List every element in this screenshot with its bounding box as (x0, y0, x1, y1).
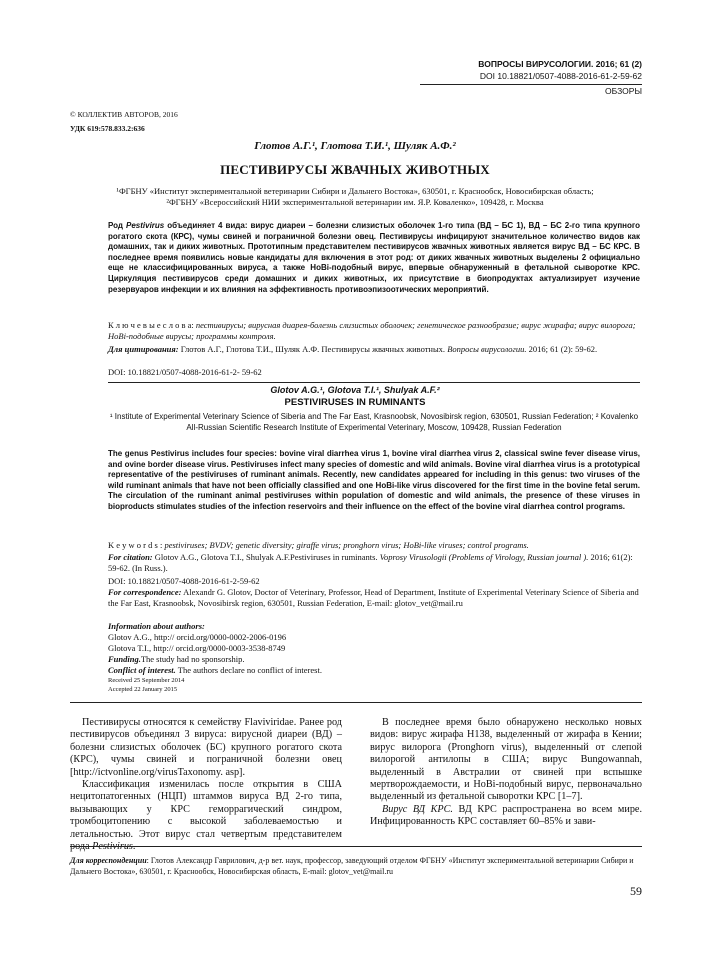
affiliation-1: ¹ФГБНУ «Институт экспериментальной ветеринарии Сибири и Дальнего Востока», 630501, г. Краснообск, Новосибирская область; (116, 186, 594, 196)
genus-name: Pestivirus (126, 221, 165, 230)
funding (108, 654, 640, 665)
author-info-2: Glotova T.I., http:// orcid.org/0000-0003-3538-8749 (108, 643, 286, 653)
body-text: . (132, 841, 136, 853)
funding-label: Funding. (108, 654, 141, 664)
body-paragraph (70, 779, 342, 853)
affiliation-2: ²ФГБНУ «Всероссийский НИИ экспериментальной ветеринарии им. Я.Р. Коваленко», 109428, г. Москва (166, 197, 544, 207)
author-info-1: Glotov A.G., http:// orcid.org/0000-0002-2006-0196 (108, 632, 287, 642)
doi-en: DOI: 10.18821/0507-4088-2016-61-2-59-62 (108, 576, 260, 586)
body-paragraph: Пестивирусы относятся к семейству Flaviviridae. Ранее род пестивирусов объединял 3 вируса: вирусной диареи (ВД) – болезни слизистых оболочек (БС) крупного рогатого скота (КРС), чумы свиней и пограничной болезни овец [http://ictvonline.org/virusTaxonomy. asp]. (70, 717, 342, 778)
affiliations-ru (70, 186, 640, 208)
section-label: ОБЗОРЫ (605, 86, 642, 96)
conflict (108, 665, 640, 676)
footnote (70, 855, 640, 877)
abstract-ru (108, 221, 640, 295)
citation-ru (108, 344, 640, 355)
abstract-ru-pre: Род (108, 221, 126, 230)
citation-ru-text: Глотов А.Г., Глотова Т.И., Шуляк А.Ф. Пестивирусы жвачных животных. (180, 344, 446, 354)
citation-en-tail: 2016; 61(2): 59-62. (In Russ.). (108, 552, 633, 573)
body-left-column (70, 717, 342, 853)
page-number: 59 (630, 884, 642, 898)
keywords-ru (108, 320, 640, 342)
body-text: ВД КРС распространена во всем мире. Инфицированность КРС составляет 60–85% и зави- (370, 803, 642, 828)
genus-name: Pestivirus (92, 841, 133, 853)
section-divider (108, 382, 640, 383)
footnote-text: : Глотов Александр Гаврилович, д-р вет. наук, профессор, заведующий отделом ФГБНУ «Институт экспериментальной ветеринарии Сибири и Дальнего Востока», 630501, г. Краснообск, Новосибирская область, E-mail: glotov_vet@mail.ru (70, 856, 634, 876)
keywords-ru-label: К л ю ч е в ы е с л о в а: (108, 320, 194, 330)
correspondence-en (108, 587, 640, 609)
citation-ru-journal: Вопросы вирусологии. (447, 344, 527, 354)
abstract-ru-text: объединяет 4 вида: вирус диареи – болезни слизистых оболочек 1-го типа (ВД – БС 1), ВД – БС 2-го типа крупного рогатого скота (КРС), чумы свиней и пограничной болезни овец. Пестивирусы инфицируют значительное количество видов как домашних, так и диких животных. Прототипным представителем пестивирусов жвачных животных является вирус ВД – БС КРС. В последнее время появились новые кандидаты для включения в этот род: от диких жвачных животных выделены 2 официально еще не классифицированных вируса, а также HoBi-подобный вирус, впервые обнаруженный в фетальной сыворотке КРС. Циркуляция пестивирусов среди домашних и диких животных, их присутствие в биопродуктах актуализирует изучение резервуаров инфекции и их влияния на эффективность противоэпизоотических мероприятий. (108, 221, 641, 294)
title-en: PESTIVIRUSES IN RUMINANTS (284, 397, 426, 408)
author-info-label: Information about authors: (108, 621, 205, 631)
funding-text: The study had no sponsorship. (140, 654, 245, 664)
keywords-en-text: pestiviruses; BVDV; genetic diversity; giraffe virus; pronghorn virus; HoBi-like viruses; control programs. (164, 540, 529, 550)
footnote-label: Для корреспонденции (70, 856, 147, 865)
doi-ru: DOI: 10.18821/0507-4088-2016-61-2- 59-62 (108, 367, 262, 377)
correspondence-en-label: For correspondence: (108, 587, 182, 597)
authors-en: Glotov A.G.¹, Glotova T.I.¹, Shulyak A.F.² (270, 385, 440, 395)
abstract-en: The genus Pestivirus includes four species: bovine viral diarrhea virus 1, bovine viral diarrhea virus 2, classical swine fever disease virus, and ovine border disease virus. Pestiviruses infect many species of domestic and wild animals. Bovine viral diarrhea virus is a prototypical representative of the pestiviruses of ruminant animals. Recently, new candidates appeared for including in this genus: two viruses of the wild ruminant animals that have not been officially classified and one HoBi-like virus discovered for the first time in the bovine fetal serum. The circulation of the ruminant animal pestiviruses within population of domestic and wild animals, the presence of these viruses in bioproducts stimulates studies of the infection reservoirs and their influence on the effect of the bovine viral diarrhea control programs. (108, 449, 640, 511)
conflict-label: Conflict of interest. (108, 665, 176, 675)
citation-en-label: For citation: (108, 552, 153, 562)
author-info (108, 621, 640, 676)
body-text: Классификация изменилась после открытия в США нецитопатогенных (НЦП) штаммов вируса ВД 2-го типа, вызывающих у КРС геморрагический синдром, тромбоцитопению с высокой заболеваемостью и летальностью. Этот вирус стал четвертым представителем рода (70, 779, 342, 853)
page-title: ПЕСТИВИРУСЫ ЖВАЧНЫХ ЖИВОТНЫХ (220, 162, 490, 177)
authors-ru: Глотов А.Г.¹, Глотова Т.И.¹, Шуляк А.Ф.² (254, 140, 456, 152)
header-doi: DOI 10.18821/0507-4088-2016-61-2-59-62 (479, 71, 642, 81)
dates (108, 676, 184, 694)
copyright: © КОЛЛЕКТИВ АВТОРОВ, 2016 (70, 110, 178, 119)
affiliations-en: ¹ Institute of Experimental Veterinary Science of Siberia and The Far East, Krasnoobsk, Novosibirsk region, 630501, Russian Federation; ² Kovalenko All-Russian Scientific Research Institute of Experimental Veterinary, Moscow, 109428, Russian Federation (109, 412, 639, 432)
citation-en-journal: Voprosy Virusologii (Problems of Virology, Russian journal ). (379, 552, 589, 562)
udk: УДК 619:578.833.2:636 (70, 124, 145, 133)
footnote-rule (70, 846, 642, 847)
keywords-ru-text: пестивирусы; вирусная диарея-болезнь слизистых оболочек; генетическое разнообразие; вирус жирафа; вирус вилорога; HoBi-подобные вирусы; программы контроля. (108, 320, 636, 341)
citation-en-text: Glotov A.G., Glotova T.I., Shulyak A.F.Pestiviruses in ruminants. (154, 552, 378, 562)
conflict-text: The authors declare no conflict of interest. (177, 665, 322, 675)
accepted-date: Accepted 22 January 2015 (108, 686, 178, 693)
subheading: Вирус ВД КРС. (382, 803, 453, 815)
body-divider (70, 702, 642, 703)
running-header (478, 58, 642, 82)
body-paragraph (370, 804, 642, 829)
keywords-en-label: K e y w o r d s : (108, 540, 163, 550)
correspondence-en-text: Alexandr G. Glotov, Doctor of Veterinary, Professor, Head of Department, Institute of Experimental Veterinary Science of Siberia and the Far East, Krasnoobsk, Novosibirsk region, 630501, Russian Federation, E-mail: glotov_vet@mail.ru (108, 587, 639, 608)
journal-title: ВОПРОСЫ ВИРУСОЛОГИИ. 2016; 61 (2) (478, 59, 642, 69)
citation-en (108, 552, 640, 574)
citation-ru-label: Для цитирования: (108, 344, 179, 354)
citation-ru-tail: 2016; 61 (2): 59-62. (528, 344, 598, 354)
body-right-column (370, 717, 642, 829)
body-paragraph: В последнее время было обнаружено несколько новых видов: вирус жирафа H138, выделенный от жирафа в Кении; вирус вилорога (Pronghorn virus), выделенный от слепой вилорогой антилопы в США; вирус Bungowannah, выделенный в Австралии от свиней при вспышке мертворождаемости, и HoBi-подобный вирус, первоначально выделенный из фетальной сыворотки КРС [1–7]. (370, 717, 642, 803)
received-date: Received 25 September 2014 (108, 677, 185, 684)
keywords-en (108, 540, 640, 551)
